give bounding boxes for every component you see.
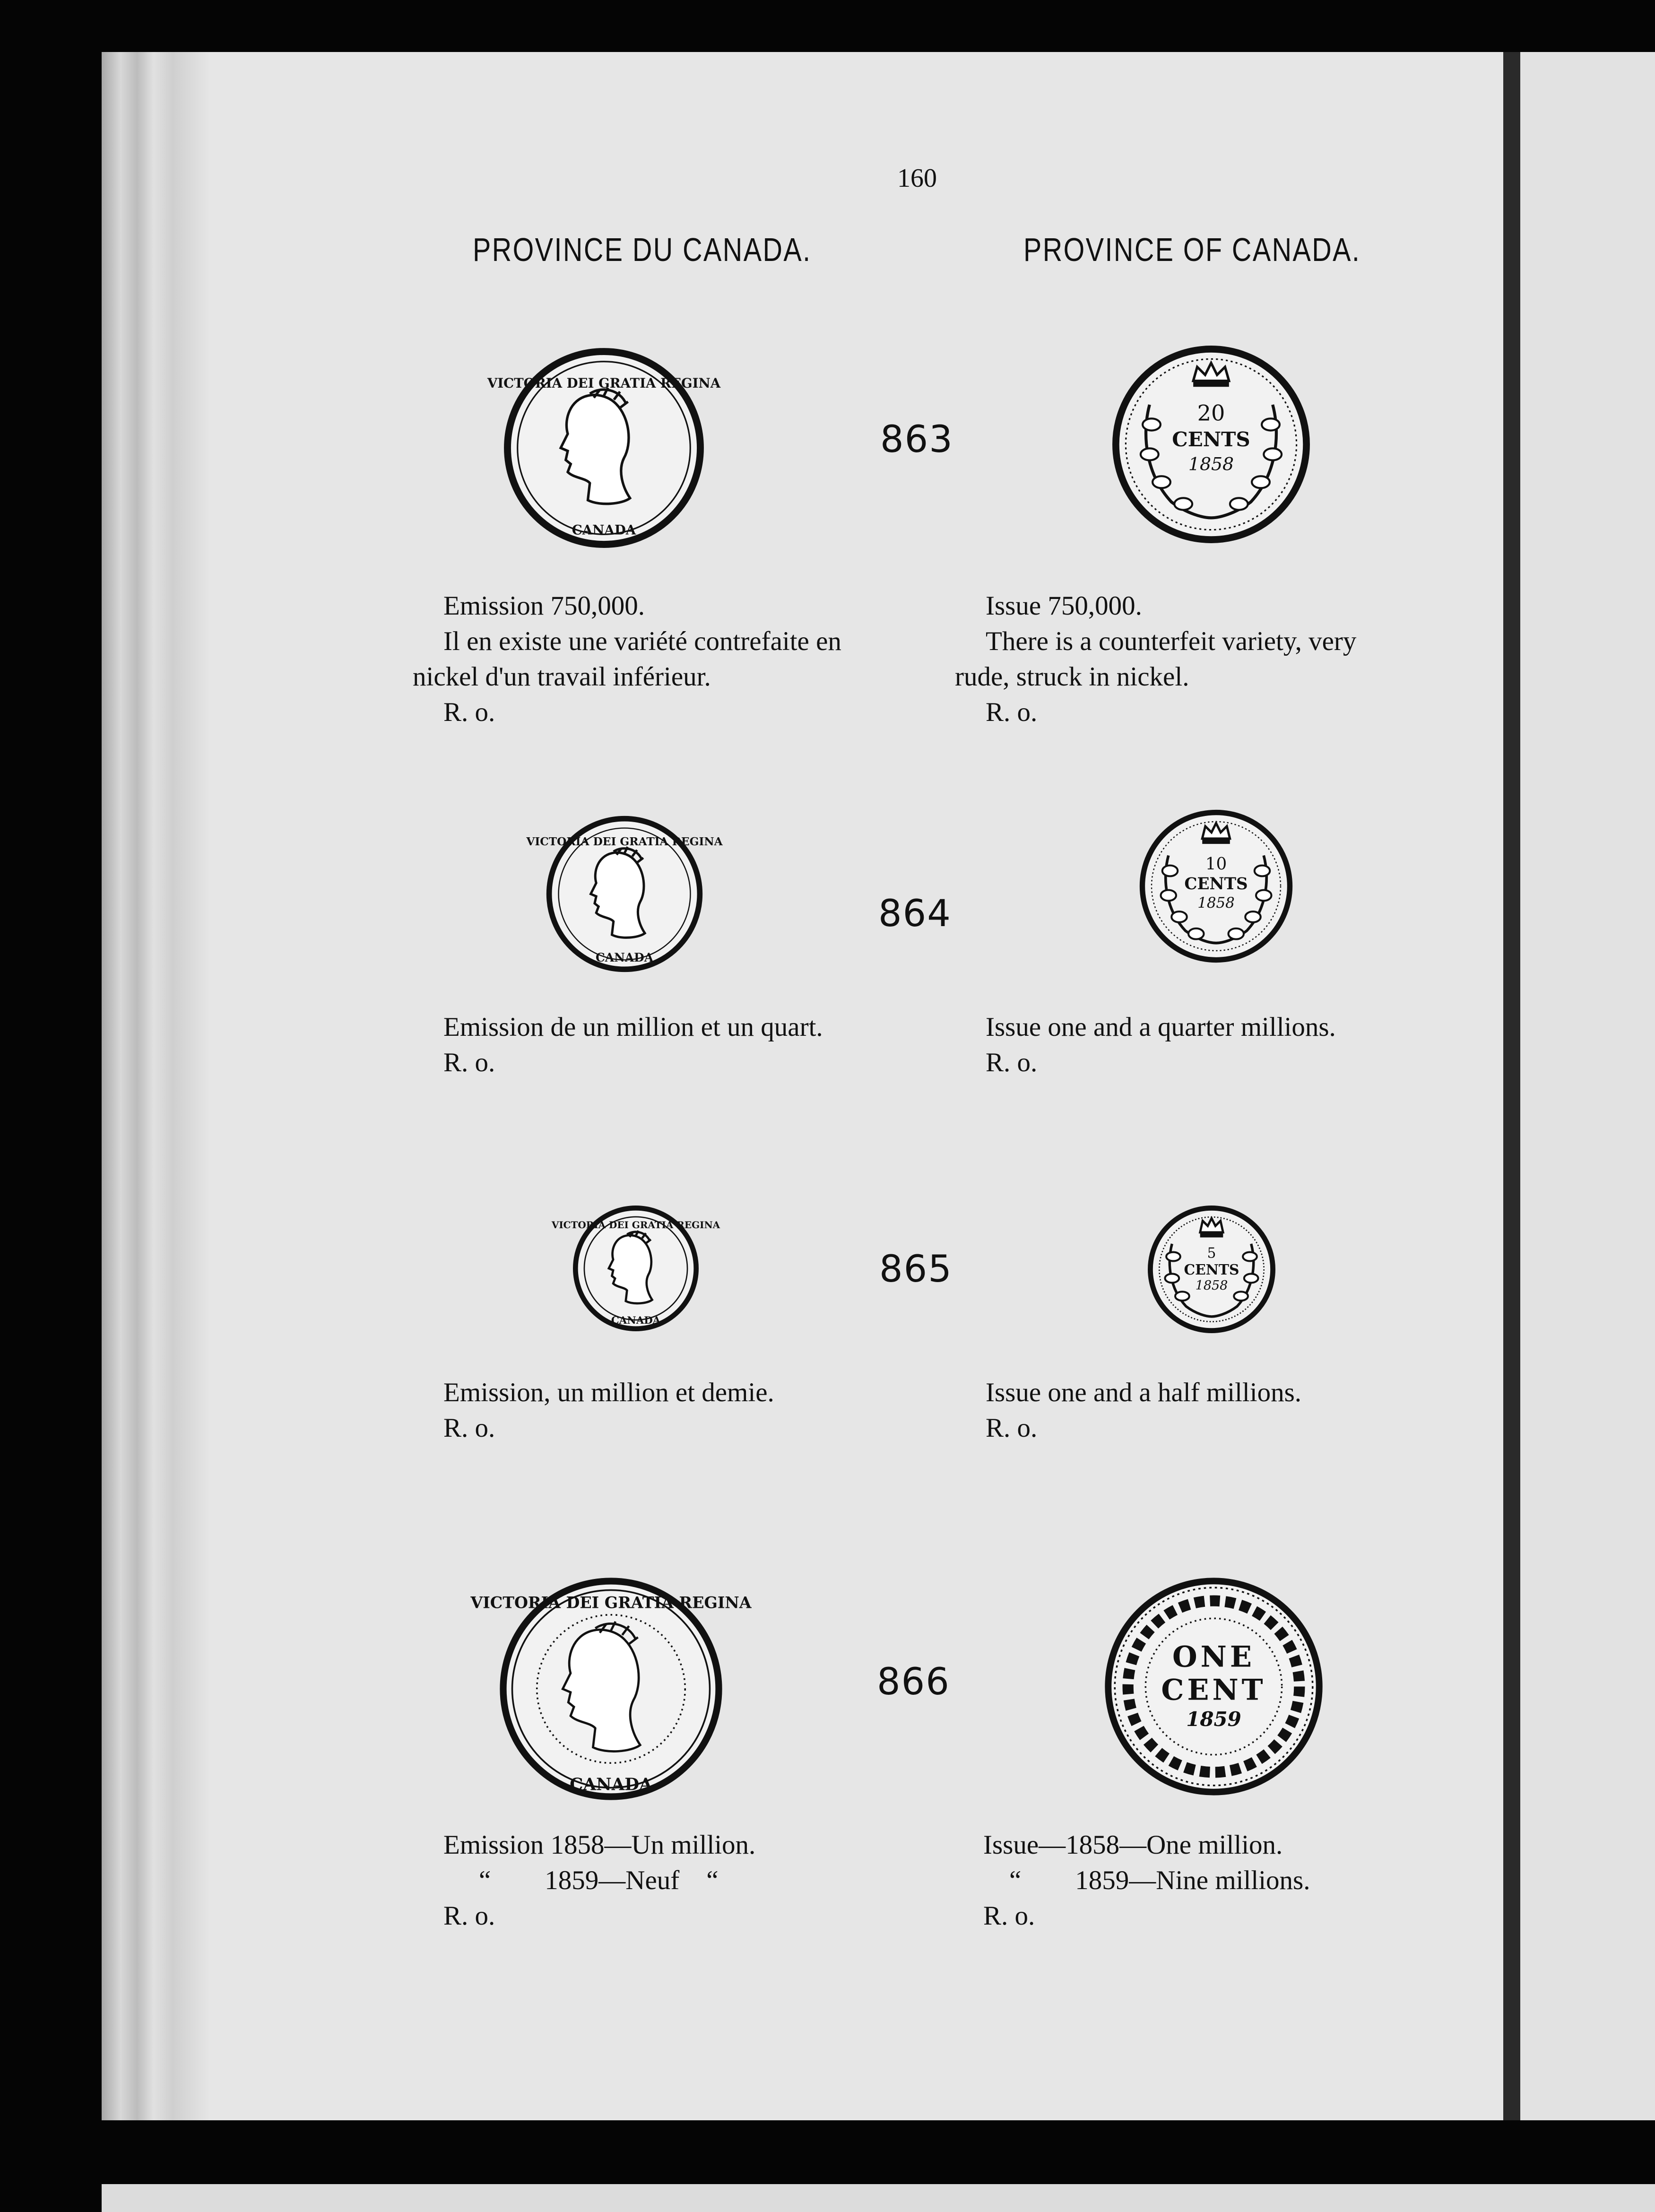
heading-french: PROVINCE DU CANADA. [473,231,812,268]
coin-864-reverse-value: 10 [1205,854,1227,874]
coin-863-obverse [487,347,721,548]
coin-863-obverse-bottom: CANADA [572,522,636,538]
entry-864-en-line-1: Issue one and a quarter millions. [986,1012,1336,1042]
coin-864-obverse-legend: VICTORIA DEI GRATIA REGINA [526,835,723,849]
adjacent-page [1520,52,1655,2120]
coin-865-reverse-year: 1858 [1195,1278,1228,1293]
coin-863-obverse-legend: VICTORIA DEI GRATIA REGINA [487,375,721,391]
catalog-number-866: 866 [877,1661,950,1703]
entry-866-en-line-3: R. o. [983,1901,1035,1931]
catalog-number-864: 864 [878,893,952,935]
entry-866-fr-line-2: “ 1859—Neuf “ [479,1865,719,1895]
coin-866-reverse-value: ONE [1172,1640,1255,1674]
entry-864-fr-line-1: Emission de un million et un quart. [443,1012,823,1042]
coin-866-reverse-unit: CENT [1161,1673,1266,1707]
entry-864-french-text [413,1009,880,1080]
coin-865-reverse [1148,1206,1275,1333]
page-binding-shadow [1503,52,1520,2120]
coin-866-obverse-bottom: CANADA [570,1775,652,1795]
entry-866-english-text [953,1827,1421,1934]
entry-865-en-line-1: Issue one and a half millions. [986,1378,1302,1407]
coin-864-obverse-bottom: CANADA [595,950,654,964]
entry-863-fr-line-2: Il en existe une variété contrefaite en [443,626,841,656]
coin-865-obverse-legend: VICTORIA DEI GRATIA REGINA [551,1219,720,1231]
page-number: 160 [897,164,937,193]
entry-864-english-text [955,1009,1423,1080]
entry-865-french-text [413,1375,880,1446]
entry-866-fr-line-3: R. o. [443,1901,495,1931]
coin-866-obverse [470,1577,752,1801]
next-page-strip [102,2184,1655,2212]
page-gutter-shading [102,52,210,2120]
coin-864-reverse-unit: CENTS [1184,875,1248,893]
coin-865-reverse-unit: CENTS [1184,1261,1239,1278]
catalog-number-863: 863 [880,418,953,461]
coin-866-reverse [1104,1577,1324,1796]
coin-863-reverse-value: 20 [1197,400,1225,426]
entry-863-en-line-3: rude, struck in nickel. [955,662,1189,692]
entry-866-french-text [413,1827,880,1934]
entry-865-en-line-2: R. o. [986,1413,1038,1443]
entry-863-english-text [955,588,1423,730]
coin-865-obverse [551,1206,720,1331]
coin-866-reverse-year: 1859 [1186,1708,1241,1731]
entry-863-en-line-1: Issue 750,000. [986,591,1142,621]
coin-863-reverse-year: 1858 [1188,453,1234,475]
coin-865-reverse-value: 5 [1207,1245,1216,1262]
entry-866-en-line-1: Issue—1858—One million. [983,1830,1283,1860]
heading-english: PROVINCE OF CANADA. [1023,231,1361,268]
entry-863-en-line-4: R. o. [986,697,1038,727]
entry-866-fr-line-1: Emission 1858—Un million. [443,1830,756,1860]
coin-863-reverse [1112,345,1310,544]
entry-865-fr-line-2: R. o. [443,1413,495,1443]
entry-863-en-line-2: There is a counterfeit variety, very [986,626,1357,656]
entry-864-fr-line-2: R. o. [443,1048,495,1077]
entry-866-en-line-2: “ 1859—Nine millions. [1009,1865,1310,1895]
coin-864-reverse [1139,809,1293,963]
coin-866-obverse-legend: VICTORIA DEI GRATIA REGINA [470,1593,752,1612]
coin-864-reverse-year: 1858 [1197,894,1235,911]
coin-865-obverse-bottom: CANADA [611,1315,661,1327]
catalog-number-865: 865 [879,1248,953,1291]
entry-863-french-text [413,588,880,730]
entry-863-fr-line-1: Emission 750,000. [443,591,645,621]
entry-865-english-text [955,1375,1423,1446]
entry-864-en-line-2: R. o. [986,1048,1038,1077]
coin-863-reverse-unit: CENTS [1172,428,1250,451]
coin-864-obverse [526,815,723,972]
entry-865-fr-line-1: Emission, un million et demie. [443,1378,774,1407]
entry-863-fr-line-3: nickel d'un travail inférieur. [413,662,711,692]
entry-863-fr-line-4: R. o. [443,697,495,727]
